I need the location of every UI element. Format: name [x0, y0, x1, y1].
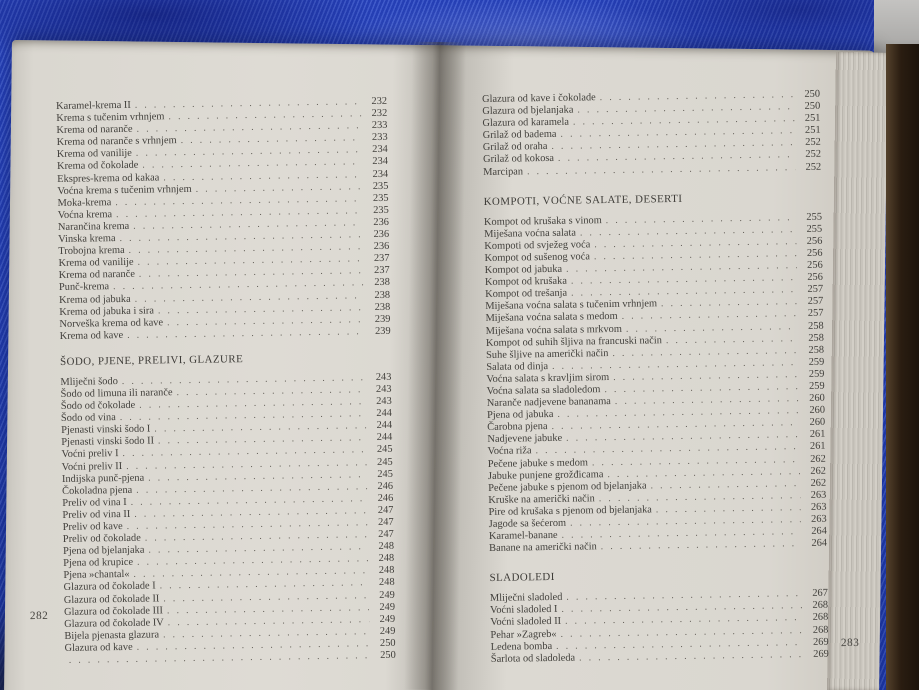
toc-entry-page: 243 — [375, 383, 392, 395]
toc-entry-title: Salata od dinja — [486, 360, 549, 373]
toc-entry-page: 246 — [377, 492, 394, 504]
toc-entry-page: 250 — [379, 637, 396, 649]
toc-entry-page: 245 — [377, 456, 393, 468]
page-stack-fore-edge — [827, 52, 888, 690]
toc-entry-title: Krema od jabuka i sira — [59, 305, 155, 318]
toc-entry-title: Glazura od karamela — [482, 116, 570, 130]
page-number-left: 282 — [29, 609, 49, 623]
toc-entry-title: Pjenasti vinski šodo I — [61, 423, 151, 437]
toc-entry-page: 252 — [805, 149, 822, 161]
toc-entry-title: Punč-krema — [58, 281, 110, 294]
toc-entry-title: Krema s tučenim vrhnjem — [56, 111, 165, 125]
toc-entry-title: Kompoti od svježeg voća — [484, 239, 591, 252]
toc-entry-title: Krema od vanilije — [58, 257, 134, 270]
toc-entry-page: 247 — [377, 516, 394, 528]
toc-entry-title: Šodo od vina — [60, 412, 116, 425]
toc-entry-title: Banane na američki način — [489, 541, 597, 555]
toc-entry-page: 264 — [811, 525, 827, 537]
toc-entry-page: 256 — [807, 271, 824, 284]
toc-entry-title: Čokoladna pjena — [62, 484, 133, 497]
toc-right-page-content — [482, 89, 829, 666]
toc-entry-page: 268 — [812, 612, 829, 624]
toc-entry-title: Voćni sladoled II — [490, 616, 562, 629]
toc-entry-page: 263 — [810, 489, 827, 501]
toc-entry-page: 244 — [376, 432, 393, 444]
toc-entry-title: Glazura od čokolade II — [63, 593, 160, 606]
toc-entry-title: Ledena bomba — [490, 640, 553, 653]
toc-entry-title: Marcipan — [483, 165, 524, 178]
toc-entry-page: 255 — [806, 223, 823, 235]
toc-entry-title: Nadjevene jabuke — [487, 433, 563, 446]
toc-entry-page: 262 — [810, 453, 826, 465]
toc-entry-page: 250 — [380, 649, 396, 662]
toc-entry-title: Voćni preliv I — [61, 448, 119, 461]
toc-entry-title: Vinska krema — [58, 233, 116, 246]
toc-entry-page: 238 — [374, 277, 390, 289]
toc-entry-title: Kompot od krušaka s vinom — [483, 214, 602, 228]
toc-entry-title: Pečene jabuke s pjenom od bjelanjaka — [488, 480, 647, 494]
toc-entry-title: Mliječni sladoled — [489, 592, 563, 605]
toc-entry-page: 243 — [376, 395, 392, 408]
toc-entry-page: 243 — [375, 371, 392, 383]
toc-entry-page: 255 — [806, 211, 823, 223]
toc-entry-title: Grilaž od oraha — [482, 141, 548, 154]
toc-entry-page: 237 — [374, 265, 390, 277]
toc-entry-page: 263 — [811, 513, 827, 525]
toc-entry-title: Bijela pjenasta glazura — [64, 629, 160, 642]
dots-leader — [127, 326, 365, 342]
toc-entry-title: Pečene jabuke s medom — [487, 456, 589, 470]
toc-entry-page: 258 — [808, 320, 824, 332]
toc-entry-title: Kompot od jabuka — [484, 263, 563, 277]
toc-entry-page: 244 — [376, 420, 393, 432]
toc-entry-page: 257 — [807, 295, 824, 308]
toc-entry-title: Miješana voćna salata s medom — [485, 311, 618, 325]
toc-entry-page: 249 — [379, 589, 395, 601]
toc-entry-title: Krema od naranče — [56, 123, 133, 137]
toc-entry-title: Kruške na američki način — [488, 493, 595, 506]
toc-entry-title: Krema od kave — [59, 329, 124, 342]
toc-entry-title: Pjena »chantal« — [63, 569, 130, 582]
toc-entry-page: 245 — [376, 444, 393, 456]
toc-entry-title: Kompot od krušaka — [484, 275, 568, 289]
toc-entry-page: 260 — [809, 416, 826, 429]
toc-entry-page: 247 — [377, 504, 394, 516]
toc-entry-title: Miješana voćna salata s mrkvom — [485, 323, 622, 337]
toc-entry-page: 248 — [378, 565, 395, 577]
toc-entry-title: Šarlota od sladoleda — [490, 652, 576, 665]
page-number-right: 283 — [840, 636, 860, 650]
toc-entry-title: Preliv od kave — [62, 521, 123, 533]
section-heading: SLADOLEDI — [489, 571, 555, 585]
toc-entry-page: 248 — [378, 553, 395, 565]
toc-entry-page: 238 — [374, 301, 391, 313]
toc-left-page-content — [56, 96, 396, 667]
toc-entry-page: 258 — [808, 344, 825, 356]
toc-entry-page: 234 — [372, 168, 389, 180]
toc-entry-page: 249 — [379, 625, 396, 637]
toc-entry-title: Pjena od jabuka — [486, 409, 554, 422]
toc-entry-title: Voćna krema — [57, 208, 113, 221]
toc-entry-title: Voćna salata s kravljim sirom — [486, 371, 610, 385]
toc-entry-title: Miješana voćna salata — [484, 227, 577, 240]
toc-entry-title: Karamel-krema II — [56, 99, 131, 112]
toc-entry-page: 239 — [374, 313, 391, 325]
toc-entry-title: Jagode sa šećerom — [488, 517, 567, 530]
toc-entry-page: 250 — [804, 88, 821, 100]
toc-entry-page: 234 — [372, 156, 389, 168]
toc-entry-title: Voćni sladoled I — [490, 604, 558, 617]
toc-entry-title: Kompot od suhih šljiva na francuski način — [485, 334, 663, 349]
toc-entry-title: Pehar »Zagreb« — [490, 628, 557, 641]
toc-entry-title: Krema od jabuka — [59, 293, 131, 306]
book-gutter — [404, 42, 466, 690]
toc-entry-page: 251 — [804, 112, 821, 125]
toc-entry-page: 262 — [810, 477, 827, 489]
toc-entry-title: Ekspres-krema od kakaa — [57, 171, 160, 185]
toc-entry-page: 248 — [378, 577, 395, 589]
toc-entry-page: 260 — [809, 404, 826, 417]
toc-entry-title: Glazura od čokolade IV — [64, 617, 164, 630]
toc-entry-page: 249 — [379, 613, 396, 625]
toc-entry-page: 239 — [374, 325, 391, 337]
toc-entry-page: 259 — [808, 356, 825, 368]
toc-entry-page: 268 — [812, 600, 829, 612]
toc-entry-title: Glazura od bjelanjaka — [482, 104, 574, 118]
toc-entry-title: Kompot od trešanja — [485, 287, 568, 301]
toc-entry-title: Naranče nadjevene bananama — [486, 396, 611, 410]
toc-entry-page: 249 — [379, 601, 396, 613]
toc-entry-page: 248 — [378, 540, 395, 553]
toc-entry-page: 232 — [371, 95, 388, 108]
toc-entry-page: 236 — [373, 240, 390, 253]
toc-entry-page: 247 — [378, 528, 394, 541]
toc-entry-page: 252 — [805, 161, 822, 173]
toc-entry-title: Preliv od čokolade — [62, 532, 141, 546]
toc-entry-page: 256 — [806, 247, 823, 259]
book-cover-edge — [886, 44, 919, 690]
toc-entry-title: Voćna krema s tučenim vrhnjem — [57, 183, 192, 197]
toc-entry-page: 261 — [809, 441, 826, 453]
toc-entry-title: Mliječni šodo — [60, 375, 118, 388]
toc-entry-title: Narančina krema — [57, 220, 130, 233]
toc-entry-page: 237 — [373, 253, 390, 265]
toc-entry-title: Voćni preliv II — [61, 460, 123, 473]
toc-entry-page: 256 — [807, 259, 823, 271]
toc-entry-title: Suhe šljive na američki način — [486, 347, 609, 361]
toc-entry-title: Pjena od bjelanjaka — [62, 544, 145, 558]
toc-entry-title: Čarobna pjena — [487, 421, 548, 434]
toc-entry-title: Jabuke punjene grožđicama — [487, 468, 604, 482]
toc-entry-title: Karamel-banane — [488, 529, 558, 543]
toc-entry-page: 244 — [376, 407, 393, 420]
toc-entry-title: Preliv od vina II — [62, 508, 131, 521]
toc-entry-page: 257 — [807, 283, 824, 296]
toc-entry-page: 260 — [809, 392, 825, 404]
toc-entry-title: Trobojna krema — [58, 245, 125, 258]
toc-entry-page: 257 — [807, 308, 824, 320]
toc-entry-title: Glazura od kave — [64, 641, 133, 654]
toc-entry-page: 246 — [377, 480, 394, 492]
toc-entry-title: Šodo od limuna ili naranče — [60, 387, 173, 400]
toc-entry-title: Pire od krušaka s pjenom od bjelanjaka — [488, 504, 652, 518]
toc-entry-title: Miješana voćna salata s tučenim vrhnjem — [485, 298, 658, 313]
toc-entry-page: 259 — [808, 368, 825, 380]
toc-entry-page: 261 — [809, 428, 826, 441]
toc-entry-page: 268 — [812, 624, 829, 636]
toc-entry-page: 235 — [372, 180, 389, 192]
toc-entry-title: Kompot od sušenog voća — [484, 251, 590, 264]
toc-entry-page: 233 — [371, 119, 388, 132]
section-heading: KOMPOTI, VOĆNE SALATE, DESERTI — [483, 192, 683, 208]
toc-entry-title: Preliv od vina I — [62, 496, 127, 509]
toc-entry-title: Glazura od čokolade I — [63, 580, 156, 594]
toc-entry-page: 235 — [372, 192, 389, 204]
toc-entry-page: 235 — [373, 204, 389, 216]
toc-entry-title: Grilaž od badema — [482, 129, 557, 142]
toc-entry-title: Pjena od krupice — [63, 557, 134, 570]
toc-entry-page: 236 — [373, 216, 390, 228]
toc-entry-page: 258 — [808, 332, 824, 344]
toc-entry-title: Moka-krema — [57, 196, 112, 209]
toc-entry-page: 256 — [806, 235, 823, 247]
toc-entry-title: Grilaž od kokosa — [482, 153, 555, 166]
toc-entry-page: 252 — [805, 137, 821, 149]
toc-entry-title: Voćna salata sa sladoledom — [486, 384, 601, 397]
toc-entry-title: Norveška krema od kave — [59, 317, 164, 330]
toc-entry-title: Pjenasti vinski šodo II — [61, 435, 155, 449]
section-heading: ŠODO, PJENE, PRELIVI, GLAZURE — [60, 352, 244, 368]
toc-entry-page: 269 — [812, 636, 829, 648]
toc-entry-title: Krema od čokolade — [56, 160, 139, 173]
toc-entry-page: 259 — [808, 380, 825, 392]
toc-entry-page: 267 — [812, 587, 828, 600]
toc-entry-page: 269 — [813, 648, 829, 660]
toc-entry-title: Krema od naranče s vrhnjem — [56, 135, 177, 149]
toc-entry-page: 234 — [372, 144, 388, 156]
toc-entry-page: 264 — [811, 537, 828, 550]
toc-entry-page: 232 — [371, 107, 388, 120]
toc-entry-title: Glazura od čokolade III — [63, 605, 164, 618]
toc-entry-page: 262 — [810, 465, 827, 477]
toc-entry-title: Krema od naranče — [58, 269, 135, 282]
toc-entry-page: 263 — [810, 501, 827, 513]
toc-entry-title: Glazura od kave i čokolade — [482, 92, 596, 105]
toc-entry-title: Voćna riža — [487, 445, 532, 458]
toc-entry-title: Šodo od čokolade — [60, 399, 136, 413]
toc-entry-page: 238 — [374, 289, 391, 301]
toc-entry-page: 250 — [804, 100, 821, 113]
toc-entry-page: 233 — [371, 132, 388, 144]
toc-entry-title: Indijska punč-pjena — [61, 472, 145, 485]
dots-leader — [601, 538, 802, 553]
toc-entry-page: 236 — [373, 228, 390, 241]
toc-entry-page: 251 — [804, 124, 821, 137]
toc-entry-title: Krema od vanilije — [56, 148, 132, 161]
toc-entry-page: 245 — [377, 468, 393, 480]
